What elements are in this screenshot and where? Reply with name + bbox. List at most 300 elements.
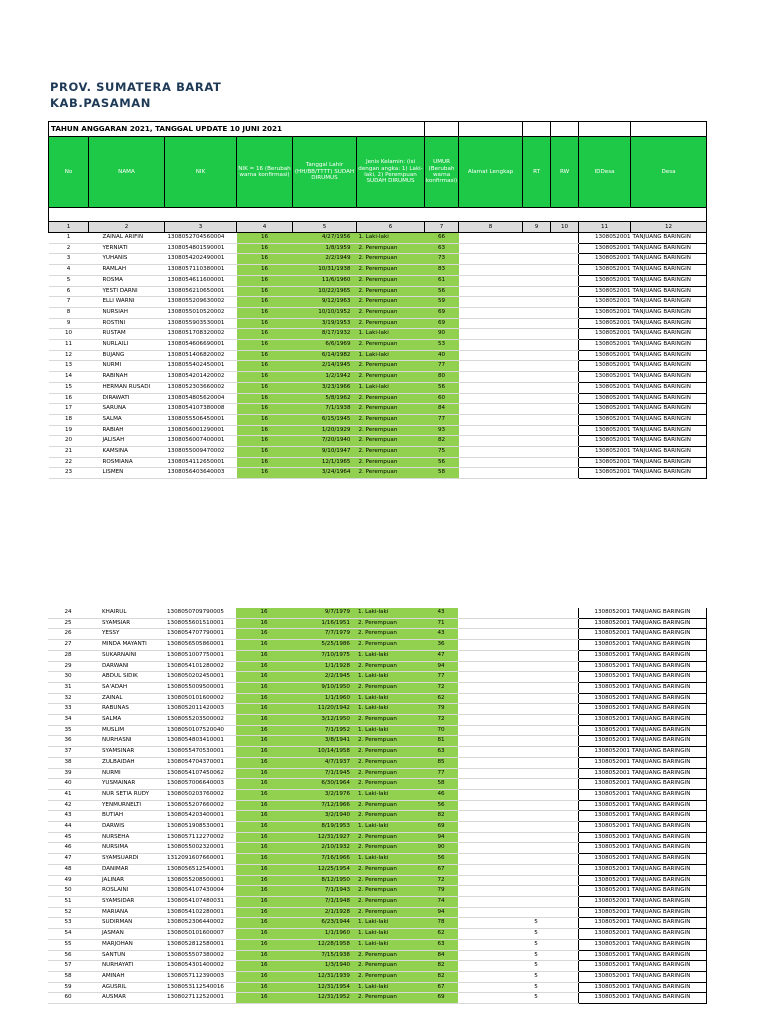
cell-tanggal-lahir: 3/19/1953 xyxy=(293,318,357,329)
cell-rt xyxy=(523,265,551,276)
cell-iddesa: 1308052001 xyxy=(578,864,630,875)
cell-no: 56 xyxy=(48,950,88,961)
table-row xyxy=(49,254,707,265)
cell-umur: 78 xyxy=(424,918,458,929)
cell-iddesa: 1308052001 xyxy=(578,854,630,865)
cell-alamat xyxy=(458,640,522,651)
cell-nama: NURSEHA xyxy=(88,832,164,843)
cell-jenis-kelamin: 2. Perempuan xyxy=(356,618,424,629)
cell-alamat xyxy=(458,896,522,907)
cell-no: 36 xyxy=(48,736,88,747)
cell-rw xyxy=(551,233,579,244)
cell-rw xyxy=(551,265,579,276)
cell-tanggal-lahir: 10/31/1938 xyxy=(293,265,357,276)
table-row xyxy=(48,822,706,833)
cell-iddesa: 1308052001 xyxy=(578,800,630,811)
table-row xyxy=(49,372,707,383)
cell-umur: 84 xyxy=(425,404,459,415)
cell-umur: 94 xyxy=(424,907,458,918)
cell-tanggal-lahir: 12/31/1954 xyxy=(292,982,356,993)
cell-desa: TANJUANG BARINGIN xyxy=(630,950,706,961)
cell-no: 48 xyxy=(48,864,88,875)
cell-desa: TANJUANG BARINGIN xyxy=(630,768,706,779)
cell-desa: TANJUANG BARINGIN xyxy=(630,907,706,918)
cell-no: 40 xyxy=(48,779,88,790)
cell-no: 41 xyxy=(48,789,88,800)
cell-no: 57 xyxy=(48,961,88,972)
cell-tanggal-lahir: 1/16/1951 xyxy=(292,618,356,629)
cell-umur: 81 xyxy=(424,736,458,747)
cell-nama: ROSMIANA xyxy=(89,457,165,468)
cell-desa: TANJUANG BARINGIN xyxy=(631,233,707,244)
cell-nik: 1308055203500002 xyxy=(164,715,236,726)
cell-rt xyxy=(522,747,550,758)
table-row xyxy=(48,886,706,897)
cell-iddesa: 1308052001 xyxy=(578,704,630,715)
cell-desa: TANJUANG BARINGIN xyxy=(630,982,706,993)
cell-no: 50 xyxy=(48,886,88,897)
cell-iddesa: 1308052001 xyxy=(579,468,631,479)
cell-jenis-kelamin: 2. Perempuan xyxy=(356,661,424,672)
cell-rt xyxy=(522,715,550,726)
cell-jenis-kelamin: 2. Perempuan xyxy=(357,457,425,468)
cell-iddesa: 1308052001 xyxy=(578,661,630,672)
cell-umur: 67 xyxy=(424,982,458,993)
cell-umur: 80 xyxy=(425,372,459,383)
cell-nik: 1308055470530001 xyxy=(164,747,236,758)
cell-jenis-kelamin: 1. Laki-laki xyxy=(357,233,425,244)
cell-desa: TANJUANG BARINGIN xyxy=(630,757,706,768)
cell-iddesa: 1308052001 xyxy=(578,789,630,800)
table-row xyxy=(48,779,706,790)
cell-nik: 1308054107450062 xyxy=(164,768,236,779)
cell-tanggal-lahir: 9/10/1947 xyxy=(293,447,357,458)
cell-rw xyxy=(550,918,578,929)
table-row xyxy=(48,843,706,854)
cell-desa: TANJUANG BARINGIN xyxy=(630,993,706,1004)
cell-tanggal-lahir: 2/2/1945 xyxy=(292,672,356,683)
cell-desa: TANJUANG BARINGIN xyxy=(631,318,707,329)
cell-rw xyxy=(551,275,579,286)
cell-rt xyxy=(522,640,550,651)
cell-nama: SALMA xyxy=(89,414,165,425)
cell-umur: 63 xyxy=(424,939,458,950)
cell-umur: 79 xyxy=(424,704,458,715)
cell-nik: 1308050107520040 xyxy=(164,725,236,736)
cell-nik-length: 16 xyxy=(237,447,293,458)
cell-iddesa: 1308052001 xyxy=(578,693,630,704)
cell-tanggal-lahir: 6/23/1944 xyxy=(292,918,356,929)
cell-alamat xyxy=(458,779,522,790)
cell-desa: TANJUANG BARINGIN xyxy=(630,811,706,822)
cell-jenis-kelamin: 2. Perempuan xyxy=(356,747,424,758)
cell-umur: 77 xyxy=(424,672,458,683)
cell-tanggal-lahir: 12/31/1927 xyxy=(292,832,356,843)
cell-umur: 69 xyxy=(424,993,458,1004)
province-title: PROV. SUMATERA BARAT xyxy=(50,80,222,94)
cell-rt xyxy=(522,854,550,865)
cell-no: 10 xyxy=(49,329,89,340)
cell-nama: NUR SETIA RUDY xyxy=(88,789,164,800)
cell-umur: 36 xyxy=(424,640,458,651)
cell-no: 20 xyxy=(49,436,89,447)
cell-nik: 1308052303660002 xyxy=(165,382,237,393)
regency-title: KAB.PASAMAN xyxy=(50,96,151,110)
cell-nik: 1308057112270002 xyxy=(164,832,236,843)
header-nama: NAMA xyxy=(89,137,165,208)
cell-tanggal-lahir: 3/8/1941 xyxy=(292,736,356,747)
cell-nik-length: 16 xyxy=(237,414,293,425)
cell-iddesa: 1308052001 xyxy=(578,939,630,950)
cell-alamat xyxy=(459,457,523,468)
cell-nik: 1308054101280002 xyxy=(164,661,236,672)
cell-rw xyxy=(550,715,578,726)
table-row xyxy=(48,672,706,683)
cell-alamat xyxy=(458,918,522,929)
cell-no: 1 xyxy=(49,233,89,244)
cell-jenis-kelamin: 2. Perempuan xyxy=(357,307,425,318)
cell-nama: AMINAH xyxy=(88,971,164,982)
cell-nik-length: 16 xyxy=(237,425,293,436)
cell-nama: JALISAH xyxy=(89,436,165,447)
cell-alamat xyxy=(458,715,522,726)
cell-desa: TANJUANG BARINGIN xyxy=(631,404,707,415)
cell-desa: TANJUANG BARINGIN xyxy=(630,661,706,672)
cell-desa: TANJUANG BARINGIN xyxy=(631,307,707,318)
cell-desa: TANJUANG BARINGIN xyxy=(630,854,706,865)
cell-nik-length: 16 xyxy=(236,736,292,747)
cell-rw xyxy=(551,329,579,340)
table-row xyxy=(49,457,707,468)
cell-jenis-kelamin: 2. Perempuan xyxy=(357,265,425,276)
cell-tanggal-lahir: 9/7/1979 xyxy=(292,608,356,618)
table-row xyxy=(49,286,707,297)
cell-rt xyxy=(522,661,550,672)
cell-no: 26 xyxy=(48,629,88,640)
cell-nik: 1308050709790005 xyxy=(164,608,236,618)
cell-tanggal-lahir: 4/27/1956 xyxy=(293,233,357,244)
cell-umur: 69 xyxy=(424,822,458,833)
cell-nama: RUSTAM xyxy=(89,329,165,340)
cell-desa: TANJUANG BARINGIN xyxy=(631,372,707,383)
cell-iddesa: 1308052001 xyxy=(578,640,630,651)
cell-no: 21 xyxy=(49,447,89,458)
cell-rt xyxy=(522,768,550,779)
cell-umur: 61 xyxy=(425,275,459,286)
cell-nik-length: 16 xyxy=(237,382,293,393)
cell-nik-length: 16 xyxy=(236,993,292,1004)
cell-nik: 1308055601510001 xyxy=(164,618,236,629)
cell-nik: 1308051007750001 xyxy=(164,650,236,661)
cell-rw xyxy=(551,254,579,265)
cell-iddesa: 1308052001 xyxy=(579,275,631,286)
cell-umur: 90 xyxy=(424,843,458,854)
cell-rw xyxy=(551,318,579,329)
cell-alamat xyxy=(459,318,523,329)
cell-rt xyxy=(522,608,550,618)
cell-nik-length: 16 xyxy=(236,618,292,629)
cell-umur: 82 xyxy=(424,961,458,972)
cell-desa: TANJUANG BARINGIN xyxy=(631,340,707,351)
column-number: 1 xyxy=(49,222,89,233)
cell-umur: 63 xyxy=(424,747,458,758)
cell-jenis-kelamin: 2. Perempuan xyxy=(356,682,424,693)
cell-rt xyxy=(523,468,551,479)
cell-desa: TANJUANG BARINGIN xyxy=(631,414,707,425)
cell-rt: 5 xyxy=(522,971,550,982)
cell-rt: 5 xyxy=(522,950,550,961)
cell-iddesa: 1308052001 xyxy=(578,725,630,736)
table-row xyxy=(48,608,706,618)
cell-alamat xyxy=(459,425,523,436)
cell-tanggal-lahir: 1/1/1928 xyxy=(292,661,356,672)
cell-jenis-kelamin: 2. Perempuan xyxy=(356,640,424,651)
cell-nama: DANIMAR xyxy=(88,864,164,875)
cell-tanggal-lahir: 12/31/1952 xyxy=(292,993,356,1004)
cell-jenis-kelamin: 1. Laki-laki xyxy=(356,650,424,661)
cell-nama: DARWANI xyxy=(88,661,164,672)
cell-umur: 75 xyxy=(425,447,459,458)
cell-nama: HERMAN RUSADI xyxy=(89,382,165,393)
table-row xyxy=(49,382,707,393)
cell-nik: 1308056001290001 xyxy=(165,425,237,436)
column-number: 8 xyxy=(459,222,523,233)
cell-alamat xyxy=(459,468,523,479)
cell-desa: TANJUANG BARINGIN xyxy=(631,286,707,297)
cell-nik-length: 16 xyxy=(236,875,292,886)
cell-desa: TANJUANG BARINGIN xyxy=(630,886,706,897)
cell-alamat xyxy=(459,447,523,458)
table-row xyxy=(48,875,706,886)
cell-iddesa: 1308052001 xyxy=(578,875,630,886)
cell-rw xyxy=(550,747,578,758)
cell-nik: 1308054611600001 xyxy=(165,275,237,286)
cell-nik: 1308054606690001 xyxy=(165,340,237,351)
cell-nama: SANTUN xyxy=(88,950,164,961)
table-row xyxy=(48,682,706,693)
cell-rt xyxy=(523,361,551,372)
cell-no: 33 xyxy=(48,704,88,715)
column-number: 11 xyxy=(579,222,631,233)
cell-nik-length: 16 xyxy=(236,640,292,651)
header-umur: UMUR (Berubah warna konfirmasi) xyxy=(425,137,459,208)
cell-tanggal-lahir: 7/20/1940 xyxy=(293,436,357,447)
data-table-page1 xyxy=(48,121,707,479)
cell-alamat xyxy=(458,757,522,768)
cell-iddesa: 1308052001 xyxy=(578,896,630,907)
cell-no: 12 xyxy=(49,350,89,361)
cell-tanggal-lahir: 7/15/1938 xyxy=(292,950,356,961)
cell-iddesa: 1308052001 xyxy=(578,918,630,929)
cell-tanggal-lahir: 2/2/1949 xyxy=(293,254,357,265)
cell-tanggal-lahir: 10/14/1958 xyxy=(292,747,356,758)
cell-tanggal-lahir: 1/2/1942 xyxy=(293,372,357,383)
cell-alamat xyxy=(459,307,523,318)
cell-tanggal-lahir: 12/1/1965 xyxy=(293,457,357,468)
cell-desa: TANJUANG BARINGIN xyxy=(631,436,707,447)
cell-rw xyxy=(550,661,578,672)
cell-iddesa: 1308052001 xyxy=(579,318,631,329)
cell-umur: 77 xyxy=(424,768,458,779)
cell-jenis-kelamin: 2. Perempuan xyxy=(356,629,424,640)
cell-desa: TANJUANG BARINGIN xyxy=(631,265,707,276)
cell-nik: 1308050101600007 xyxy=(164,929,236,940)
cell-rw xyxy=(550,822,578,833)
cell-iddesa: 1308052001 xyxy=(579,286,631,297)
cell-alamat xyxy=(458,961,522,972)
cell-umur: 60 xyxy=(425,393,459,404)
table-row xyxy=(48,854,706,865)
cell-umur: 58 xyxy=(425,468,459,479)
cell-rt xyxy=(523,254,551,265)
cell-nama: NURHAYATI xyxy=(88,961,164,972)
cell-umur: 56 xyxy=(425,457,459,468)
cell-alamat xyxy=(458,864,522,875)
cell-alamat xyxy=(459,233,523,244)
header-alamat: Alamat Lengkap xyxy=(459,137,523,208)
cell-desa: TANJUANG BARINGIN xyxy=(630,618,706,629)
cell-jenis-kelamin: 2. Perempuan xyxy=(357,340,425,351)
cell-jenis-kelamin: 2. Perempuan xyxy=(357,361,425,372)
table-row xyxy=(48,929,706,940)
cell-rw xyxy=(550,961,578,972)
cell-nik: 1308054107430004 xyxy=(164,886,236,897)
header-no: No xyxy=(49,137,89,208)
cell-nama: JASMAN xyxy=(88,929,164,940)
cell-iddesa: 1308052001 xyxy=(578,672,630,683)
cell-tanggal-lahir: 7/12/1966 xyxy=(292,800,356,811)
cell-iddesa: 1308052001 xyxy=(578,982,630,993)
table-body-block2 xyxy=(48,608,706,1004)
cell-rt xyxy=(523,425,551,436)
cell-tanggal-lahir: 11/20/1942 xyxy=(292,704,356,715)
cell-nik-length: 16 xyxy=(237,233,293,244)
cell-iddesa: 1308052001 xyxy=(579,425,631,436)
cell-umur: 70 xyxy=(424,725,458,736)
cell-nik: 1308056007400001 xyxy=(165,436,237,447)
cell-rw xyxy=(551,414,579,425)
cell-desa: TANJUANG BARINGIN xyxy=(630,832,706,843)
cell-no: 38 xyxy=(48,757,88,768)
cell-jenis-kelamin: 2. Perempuan xyxy=(357,414,425,425)
cell-no: 51 xyxy=(48,896,88,907)
cell-alamat xyxy=(458,907,522,918)
cell-rw xyxy=(551,286,579,297)
cell-desa: TANJUANG BARINGIN xyxy=(630,715,706,726)
cell-desa: TANJUANG BARINGIN xyxy=(630,971,706,982)
cell-rw xyxy=(550,864,578,875)
cell-alamat xyxy=(458,629,522,640)
table-row xyxy=(48,800,706,811)
cell-alamat xyxy=(458,693,522,704)
cell-umur: 66 xyxy=(425,233,459,244)
cell-nik: 1312091607660001 xyxy=(164,854,236,865)
cell-rw xyxy=(551,340,579,351)
cell-jenis-kelamin: 2. Perempuan xyxy=(356,961,424,972)
table-row xyxy=(48,864,706,875)
cell-iddesa: 1308052001 xyxy=(578,608,630,618)
cell-umur: 77 xyxy=(425,361,459,372)
cell-nik: 1308054202490001 xyxy=(165,254,237,265)
cell-nik: 1308051708320002 xyxy=(165,329,237,340)
cell-nik-length: 16 xyxy=(237,393,293,404)
cell-rw xyxy=(551,468,579,479)
cell-alamat xyxy=(458,672,522,683)
cell-alamat xyxy=(458,811,522,822)
cell-nama: SUKARNAINI xyxy=(88,650,164,661)
cell-alamat xyxy=(459,350,523,361)
cell-nik: 1308054801590001 xyxy=(165,243,237,254)
cell-rt: 5 xyxy=(522,929,550,940)
cell-rw xyxy=(550,982,578,993)
cell-iddesa: 1308052001 xyxy=(578,736,630,747)
cell-nik: 1308054107380008 xyxy=(165,404,237,415)
header-tanggal-lahir: Tanggal Lahir (HH/BB/TTTT) SUDAH DIRUMUS xyxy=(293,137,357,208)
cell-rt: 5 xyxy=(522,961,550,972)
cell-desa: TANJUANG BARINGIN xyxy=(630,896,706,907)
cell-jenis-kelamin: 2. Perempuan xyxy=(356,971,424,982)
cell-nik: 1308056210650001 xyxy=(165,286,237,297)
cell-iddesa: 1308052001 xyxy=(579,307,631,318)
cell-alamat xyxy=(458,832,522,843)
table-row xyxy=(49,307,707,318)
cell-rt xyxy=(522,757,550,768)
cell-no: 59 xyxy=(48,982,88,993)
table-row xyxy=(48,971,706,982)
cell-umur: 84 xyxy=(424,950,458,961)
cell-no: 42 xyxy=(48,800,88,811)
table-row xyxy=(48,715,706,726)
table-row xyxy=(49,436,707,447)
cell-tanggal-lahir: 7/1/1943 xyxy=(292,886,356,897)
cell-nik-length: 16 xyxy=(237,254,293,265)
table-row xyxy=(49,318,707,329)
cell-nik-length: 16 xyxy=(236,682,292,693)
cell-umur: 94 xyxy=(424,661,458,672)
cell-rt xyxy=(522,800,550,811)
cell-nama: RABUNAS xyxy=(88,704,164,715)
cell-nik: 1308027112520001 xyxy=(164,993,236,1004)
cell-iddesa: 1308052001 xyxy=(579,254,631,265)
cell-tanggal-lahir: 10/22/1965 xyxy=(293,286,357,297)
cell-jenis-kelamin: 2. Perempuan xyxy=(357,275,425,286)
cell-nama: RAMLAH xyxy=(89,265,165,276)
cell-nama: AUSMAR xyxy=(88,993,164,1004)
table-row xyxy=(49,361,707,372)
cell-iddesa: 1308052001 xyxy=(579,233,631,244)
cell-umur: 79 xyxy=(424,886,458,897)
cell-iddesa: 1308052001 xyxy=(578,747,630,758)
cell-alamat xyxy=(459,329,523,340)
cell-tanggal-lahir: 8/17/1932 xyxy=(293,329,357,340)
cell-no: 5 xyxy=(49,275,89,286)
cell-jenis-kelamin: 2. Perempuan xyxy=(357,297,425,308)
cell-jenis-kelamin: 2. Perempuan xyxy=(356,950,424,961)
cell-alamat xyxy=(458,747,522,758)
cell-no: 2 xyxy=(49,243,89,254)
cell-nama: ABDUL SIDIK xyxy=(88,672,164,683)
cell-iddesa: 1308052001 xyxy=(579,361,631,372)
cell-jenis-kelamin: 1. Laki-laki xyxy=(357,350,425,361)
cell-iddesa: 1308052001 xyxy=(578,757,630,768)
cell-nik-length: 16 xyxy=(236,725,292,736)
cell-tanggal-lahir: 3/23/1966 xyxy=(293,382,357,393)
cell-nik: 1308055209630002 xyxy=(165,297,237,308)
cell-nik: 1308052704560004 xyxy=(165,233,237,244)
cell-umur: 56 xyxy=(424,854,458,865)
cell-no: 53 xyxy=(48,918,88,929)
cell-tanggal-lahir: 6/14/1982 xyxy=(293,350,357,361)
